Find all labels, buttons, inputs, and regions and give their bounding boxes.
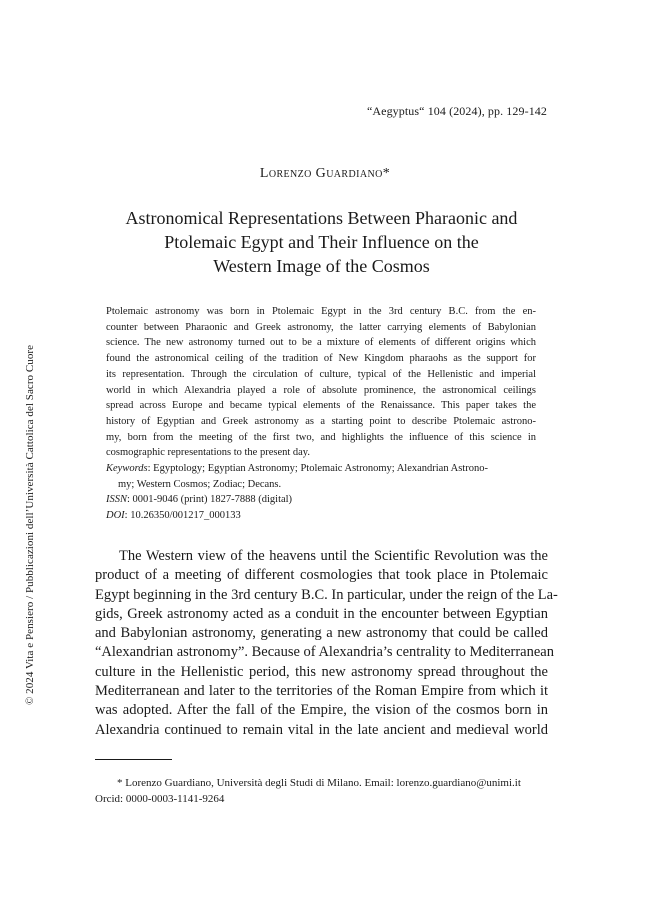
body-line: Mediterranean and later to the territories of the Roman Empire from which it	[95, 683, 548, 700]
keywords-line-continued: my; Western Cosmos; Zodiac; Decans.	[118, 478, 282, 490]
body-paragraph	[95, 547, 558, 740]
title-line: Ptolemaic Egypt and Their Influence on the	[164, 232, 479, 252]
abstract-line: Ptolemaic astronomy was born in Ptolemaic Egypt in the 3rd century B.C. from the en-	[106, 306, 536, 317]
author-name: Lorenzo Guardiano*	[259, 166, 391, 181]
abstract-line: cosmographic representations to the present day.	[106, 447, 311, 459]
body-line: The Western view of the heavens until the Scientific Revolution was the	[119, 548, 548, 564]
abstract-line: spread across Europe and became typical elements of the Renaissance. This paper takes the	[106, 400, 536, 412]
copyright-text: © 2024 Vita e Pensiero / Pubblicazioni dell’Università Cattolica del Sacro Cuore	[24, 344, 36, 706]
issn-line	[106, 492, 536, 508]
abstract-line: its representation. Through the circulation of culture, typical of the Hellenistic and imperial	[106, 368, 536, 380]
doi-line	[106, 508, 536, 524]
article-metadata	[106, 461, 536, 524]
paper-title	[95, 206, 548, 278]
body-line: Alexandria continued to remain vital in the late ancient and medieval world	[95, 721, 548, 738]
keywords-label: Keywords	[106, 463, 148, 474]
body-line: was adopted. After the fall of the Empire, the vision of the cosmos born in	[95, 702, 548, 719]
doi-value: : 10.26350/001217_000133	[124, 510, 241, 522]
footnote-orcid: Orcid: 0000-0003-1141-9264	[95, 792, 225, 805]
body-line: gids, Greek astronomy acted as a conduit in the encounter between Egyptian	[95, 605, 548, 622]
body-line: Egypt beginning in the 3rd century B.C. In particular, under the reign of the La-	[95, 586, 558, 603]
footnote-separator	[95, 759, 172, 760]
abstract-line: my, born from the meeting of the first two, and highlights the influence of this science in	[106, 431, 536, 443]
issn-value: : 0001-9046 (print) 1827-7888 (digital)	[127, 494, 293, 506]
footnote	[95, 776, 548, 807]
abstract-line: world in which Alexandria played a role of absolute prominence, the astronomical ceilings	[106, 384, 536, 396]
title-line: Western Image of the Cosmos	[213, 256, 430, 276]
body-line: “Alexandrian astronomy”. Because of Alexandria’s centrality to Mediterranean	[95, 644, 554, 661]
keywords-text: : Egyptology; Egyptian Astronomy; Ptolemaic Astronomy; Alexandrian Astrono-	[147, 463, 488, 474]
doi-label: DOI	[106, 510, 125, 522]
abstract	[106, 304, 536, 461]
keywords-line	[106, 461, 536, 477]
abstract-line: science. The new astronomy turned out to be a mixture of elements of different origins which	[106, 337, 536, 349]
title-line: Astronomical Representations Between Pharaonic and	[125, 208, 518, 228]
journal-reference: “Aegyptus“ 104 (2024), pp. 129-142	[366, 104, 547, 118]
side-copyright-notice	[20, 300, 40, 750]
footnote-line: * Lorenzo Guardiano, Università degli Studi di Milano. Email: lorenzo.guardiano@unimi.it	[117, 777, 521, 789]
abstract-line: counter between Pharaonic and Greek astronomy, the latter carrying elements of Babylonian	[106, 321, 536, 333]
body-line: culture in the Hellenistic period, this new astronomy spread throughout the	[95, 663, 548, 680]
body-line: and Babylonian astronomy, generating a new astronomy that could be called	[95, 625, 548, 642]
abstract-line: history of Egyptian and Greek astronomy as a starting point to describe Ptolemaic astrono-	[106, 415, 536, 427]
abstract-line: found the astronomical ceiling of the tradition of New Kingdom pharaohs as the support for	[106, 353, 536, 365]
body-line: product of a meeting of different cosmologies that took place in Ptolemaic	[95, 567, 548, 584]
issn-label: ISSN	[106, 494, 127, 506]
